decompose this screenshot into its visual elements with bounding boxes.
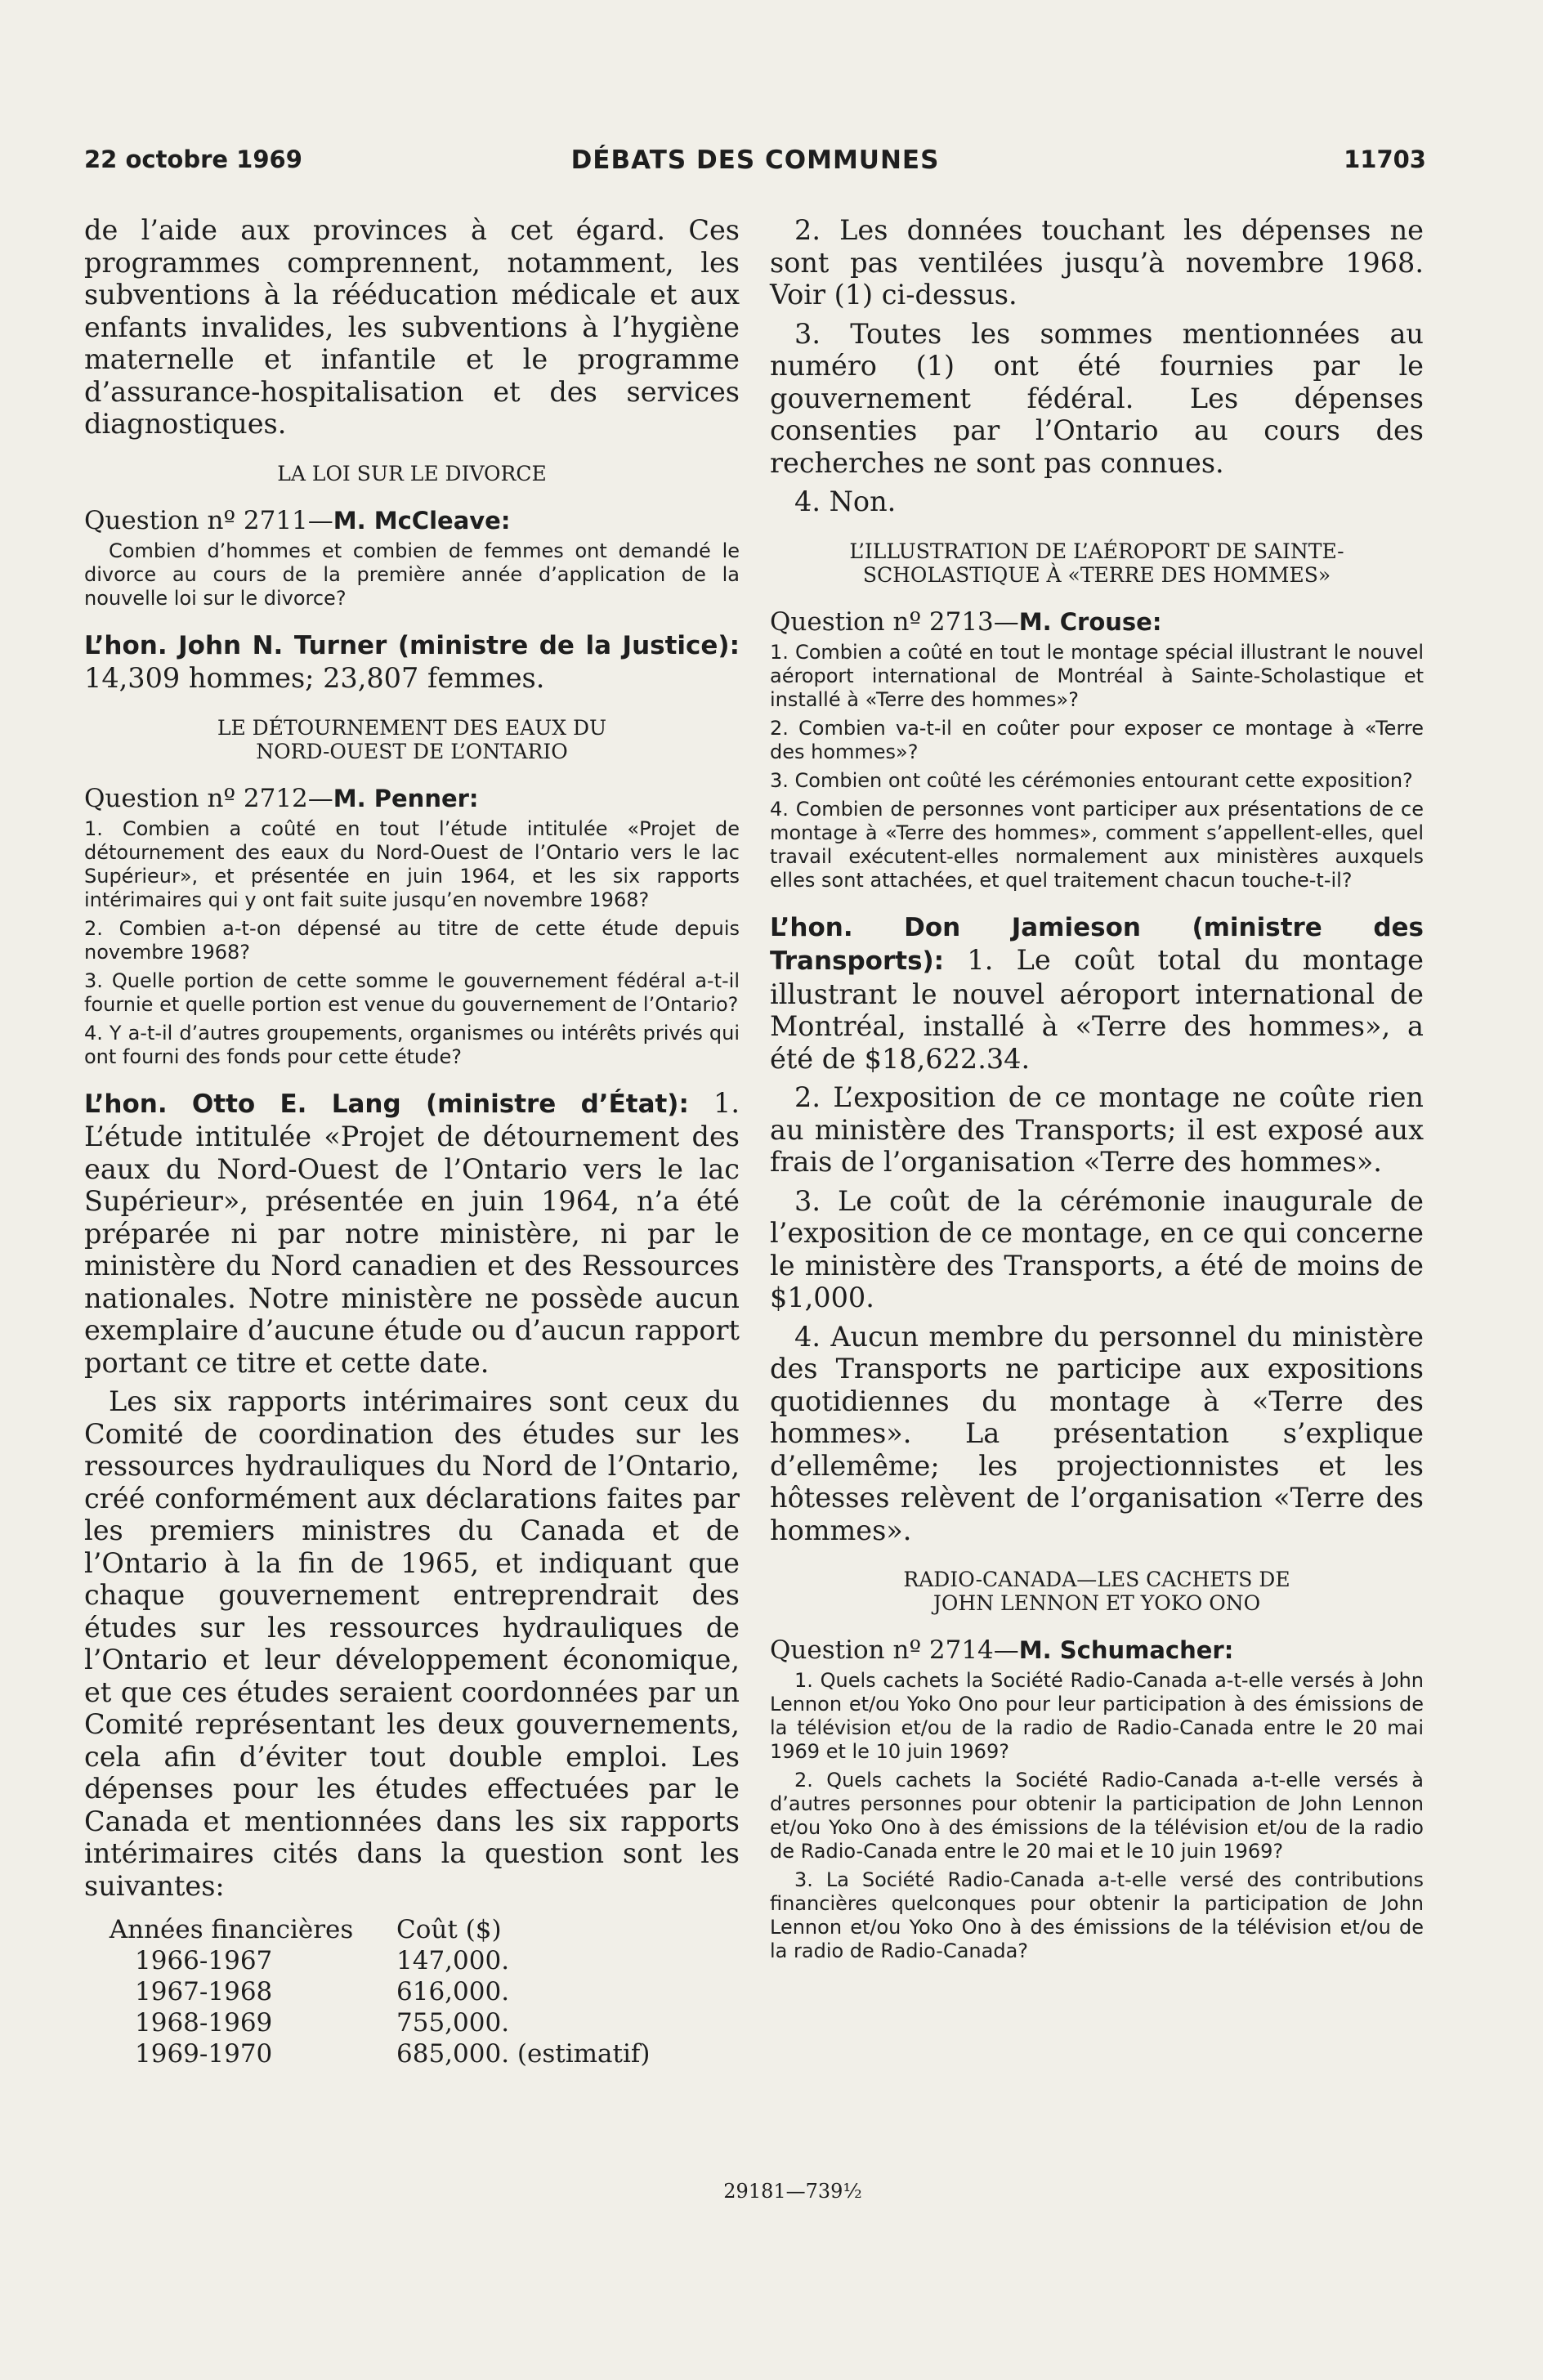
question-member: M. McCleave: [333, 506, 511, 535]
table-row [84, 2008, 650, 2039]
question-2711-line [84, 505, 740, 536]
question-2713-item-4: 4. Combien de personnes vont participer aux présentations de ce montage à «Terre des hommes», comment s’appellent-elles, quel travail exécutent-elles normalement aux ministères auxquels elles sont attachées, et quel traitement chacun touche-t-il? [770, 797, 1424, 892]
year-cell: 1969-1970 [135, 2039, 273, 2069]
answer-2713 [770, 910, 1424, 1076]
intro-paragraph: de l’aide aux provinces à cet égard. Ces programmes comprennent, notamment, les subventions à la rééducation médicale et aux enfants invalides, les subventions à l’hygiène maternelle et infantile et le programme d’assurance-hospitalisation et des services diagnostiques. [84, 214, 740, 440]
column-header-cost: Coût ($) [396, 1915, 502, 1944]
heading-line-1: LE DÉTOURNEMENT DES EAUX DU [217, 715, 607, 740]
header-title: DÉBATS DES COMMUNES [570, 145, 940, 175]
heading-line-2: NORD-OUEST DE L’ONTARIO [256, 739, 568, 763]
column-header-years: Années financières [109, 1915, 354, 1944]
answer-text: 14,309 hommes; 23,807 femmes. [84, 662, 545, 694]
question-2712-item-4: 4. Y a-t-il d’autres groupements, organismes ou intérêts privés qui ont fourni des fonds pour cette étude? [84, 1021, 740, 1068]
question-2712-item-3: 3. Quelle portion de cette somme le gouvernement fédéral a-t-il fournie et quelle portion est venue du gouvernement de l’Ontario? [84, 969, 740, 1016]
question-member: M. Crouse: [1018, 607, 1162, 636]
answer-2712-item-2: 2. Les données touchant les dépenses ne sont pas ventilées jusqu’à novembre 1968. Voir (1) ci-dessus. [770, 214, 1424, 311]
left-column [84, 214, 740, 2070]
question-2714-item-2: 2. Quels cachets la Société Radio-Canada a-t-elle versés à d’autres personnes pour obtenir la participation de John Lennon et/ou Yoko Ono à des émissions de la télévision et/ou de la radio de Radio-Canada entre le 20 mai et le 10 juin 1969? [770, 1769, 1424, 1863]
section-heading-divorce: LA LOI SUR LE DIVORCE [277, 461, 547, 485]
question-2714-line [770, 1635, 1424, 1666]
year-cell: 1967-1968 [135, 1977, 273, 2006]
answer-2712-item-3: 3. Toutes les sommes mentionnées au numéro (1) ont été fournies par le gouvernement fédéral. Les dépenses consenties par l’Ontario au cours des recherches ne sont pas connues. [770, 317, 1424, 479]
question-2713-item-3: 3. Combien ont coûté les cérémonies entourant cette exposition? [770, 768, 1413, 792]
table-header-row [84, 1915, 650, 1946]
heading-line-2: SCHOLASTIQUE À «TERRE DES HOMMES» [862, 562, 1331, 587]
question-number: Question nº 2714— [770, 1635, 1019, 1665]
table-row [84, 2039, 650, 2070]
answer-2713-item-3: 3. Le coût de la cérémonie inaugurale de l’exposition de ce montage, en ce qui concerne le ministère des Transports, a été de moins de $1,000. [770, 1184, 1424, 1313]
answer-2711 [84, 629, 740, 695]
question-2714-item-1: 1. Quels cachets la Société Radio-Canada a-t-elle versés à John Lennon et/ou Yoko Ono pour leur participation à des émissions de la télévision et/ou de la radio de Radio-Canada entre le 20 mai 1969 et le 10 juin 1969? [770, 1669, 1424, 1763]
heading-line-1: RADIO-CANADA—LES CACHETS DE [903, 1568, 1290, 1591]
section-heading-detournement [84, 716, 740, 763]
table-row [84, 1946, 650, 1977]
page-header [84, 145, 1426, 183]
section-heading-radio-canada [770, 1568, 1424, 1615]
question-2714-item-3: 3. La Société Radio-Canada a-t-elle versé des contributions financières quelconques pour obtenir la participation de John Lennon et/ou Yoko Ono à des émissions de la télévision et/ou de la radio de Radio-Canada? [770, 1868, 1424, 1962]
answer-2713-item-2: 2. L’exposition de ce montage ne coûte rien au ministère des Transports; il est exposé aux frais de l’organisation «Terre des hommes». [770, 1081, 1424, 1178]
question-member: M. Penner: [333, 784, 479, 812]
answer-2712 [84, 1087, 740, 1380]
footer-print-code: 29181—739½ [723, 2180, 862, 2203]
question-2712-item-1: 1. Combien a coûté en tout l’étude intitulée «Projet de détournement des eaux du Nord-Ouest de l’Ontario vers le lac Supérieur», et présentée en juin 1964, et les six rapports intérimaires qui y ont fait suite jusqu’en novembre 1968? [84, 816, 740, 911]
answer-2712-continued: Les six rapports intérimaires sont ceux du Comité de coordination des études sur les ressources hydrauliques du Nord de l’Ontario, créé conformément aux déclarations faites par les premiers ministres du Canada et de l’Ontario à la fin de 1965, et indiquant que chaque gouvernement entreprendrait des études sur les ressources hydrauliques de l’Ontario et leur développement économique, et que ces études seraient coordonnées par un Comité représentant les deux gouvernements, cela afin d’éviter tout double emploi. Les dépenses pour les études effectuées par le Canada et mentionnées dans les six rapports intérimaires cités dans la question sont les suivantes: [84, 1385, 740, 1902]
question-2712-line [84, 783, 740, 814]
cost-cell: 755,000. [396, 2008, 510, 2038]
answer-text: 1. Le coût total du montage illustrant le nouvel aéroport international de Montréal, installé à «Terre des hommes», a été de $18,622.34. [770, 944, 1424, 1075]
question-number: Question nº 2711— [84, 505, 333, 535]
table-row [84, 1977, 650, 2008]
answer-2713-item-4: 4. Aucun membre du personnel du ministère des Transports ne participe aux expositions quotidiennes du montage à «Terre des hommes». La présentation s’explique d’ellemême; les projectionnistes et les hôtesses relèvent de l’organisation «Terre des hommes». [770, 1320, 1424, 1546]
cost-cell: 616,000. [396, 1977, 510, 2006]
right-column [770, 214, 1424, 1968]
cost-cell: 685,000. (estimatif) [396, 2039, 651, 2069]
answer-2712-item-4: 4. Non. [794, 485, 897, 517]
heading-line-2: JOHN LENNON ET YOKO ONO [933, 1591, 1261, 1615]
answer-text: 1. L’étude intitulée «Projet de détournement des eaux du Nord-Ouest de l’Ontario vers le lac Supérieur», présentée en juin 1964, n’a été préparée ni par notre ministère, ni par le ministère du Nord canadien et des Ressources nationales. Notre ministère ne possède aucun exemplaire d’aucune étude ou d’aucun rapport portant ce titre et cette date. [84, 1086, 740, 1379]
year-cell: 1968-1969 [135, 2008, 273, 2038]
question-2713-item-2: 2. Combien va-t-il en coûter pour exposer ce montage à «Terre des hommes»? [770, 716, 1424, 763]
section-heading-aeroport [770, 539, 1424, 587]
question-member: M. Schumacher: [1018, 1636, 1234, 1664]
expenditure-table [84, 1915, 650, 2070]
question-number: Question nº 2713— [770, 606, 1019, 637]
question-2711-text: Combien d’hommes et combien de femmes ont demandé le divorce au cours de la première année d’application de la nouvelle loi sur le divorce? [84, 539, 740, 610]
question-2713-line [770, 606, 1424, 638]
header-date: 22 octobre 1969 [84, 145, 302, 173]
cost-cell: 147,000. [396, 1946, 510, 1975]
answer-speaker: L’hon. Otto E. Lang (ministre d’État): [84, 1089, 689, 1119]
answer-speaker: L’hon. Don Jamieson (ministre des Transports): [770, 912, 1424, 976]
year-cell: 1966-1967 [135, 1946, 273, 1975]
header-page-number: 11703 [1344, 145, 1426, 173]
question-number: Question nº 2712— [84, 783, 333, 813]
question-2713-item-1: 1. Combien a coûté en tout le montage spécial illustrant le nouvel aéroport international de Montréal à Sainte-Scholastique et installé à «Terre des hommes»? [770, 640, 1424, 711]
answer-speaker: L’hon. John N. Turner (ministre de la Justice): [84, 630, 740, 660]
heading-line-1: L’ILLUSTRATION DE L’AÉROPORT DE SAINTE- [849, 539, 1344, 563]
question-2712-item-2: 2. Combien a-t-on dépensé au titre de cette étude depuis novembre 1968? [84, 916, 740, 964]
